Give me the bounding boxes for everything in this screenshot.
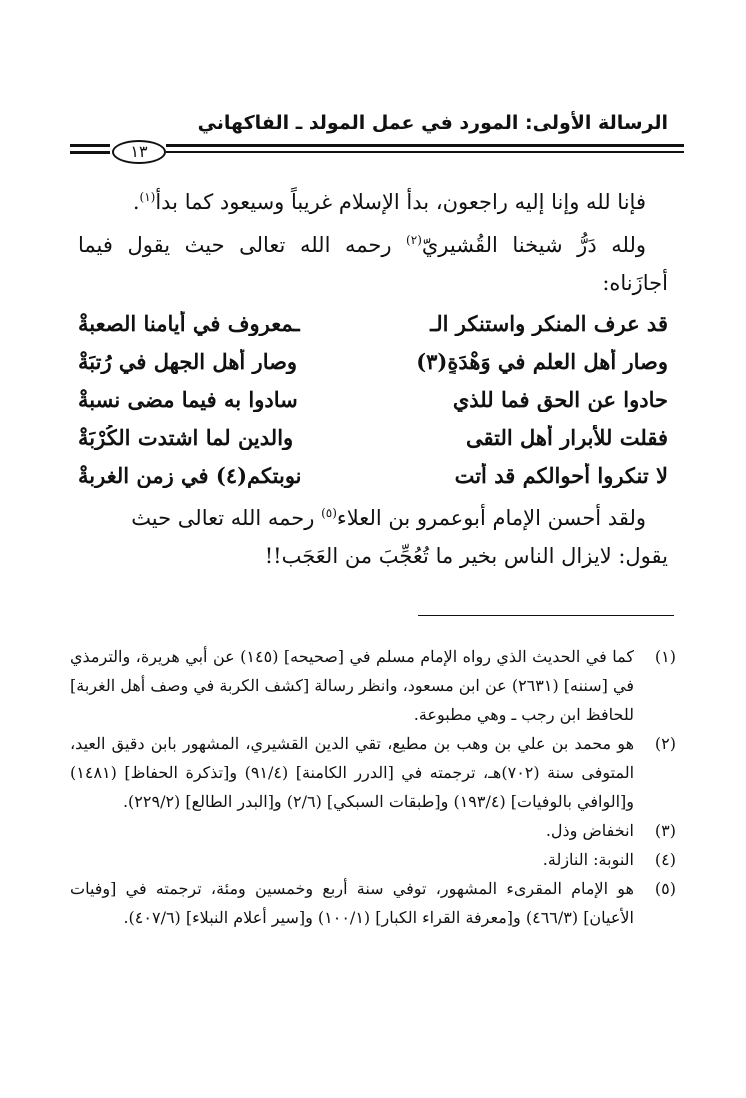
paragraph-1 xyxy=(78,178,668,221)
verse-second-hemistich: وصار أهل الجهل في رُتبَةْ xyxy=(78,348,298,374)
paragraph-3-text-b: رحمه الله تعالى حيث يقول: لايزال الناس بخير ما تُعُجِّبَ من العَجَب!! xyxy=(131,506,668,568)
rule-left-bottom xyxy=(70,151,110,154)
footnote-ref-2: (٢) xyxy=(406,233,422,247)
footnote-number: (٤) xyxy=(654,850,676,869)
verse xyxy=(78,304,668,342)
verse-first-hemistich: فقلت للأبرار أهل التقى xyxy=(465,424,668,450)
header-rule xyxy=(70,140,684,162)
footnote-number: (٥) xyxy=(654,879,676,898)
verse-first-hemistich: وصار أهل العلم في وَهْدَةٍ(٣) xyxy=(416,348,668,374)
footnote-ref-5: (٥) xyxy=(321,506,337,520)
verse xyxy=(78,418,668,456)
rule-right-bottom xyxy=(166,151,684,153)
main-text xyxy=(78,178,668,302)
verse-first-hemistich: قد عرف المنكر واستنكر الـ xyxy=(430,310,668,336)
paragraph-1-text: فإنا لله وإنا إليه راجعون، بدأ الإسلام غريباً وسيعود كما بدأ xyxy=(155,190,646,214)
verse-second-hemistich: والدين لما اشتدت الكُرْبَةْ xyxy=(78,424,294,450)
footnote-text: انخفاض وذل. xyxy=(545,821,634,840)
footnote xyxy=(70,729,676,816)
rule-right-top xyxy=(166,144,684,147)
footnote-text: هو محمد بن علي بن وهب بن مطيع، تقي الدين القشيري، المشهور بابن دقيق العيد، المتوفى سنة (٧٠٢)هـ، ترجمته في [الدرر الكامنة] (٩١/٤) و[تذكرة الحفاظ] (١٤٨١) و[الوافي بالوفيات] (١٩٣/٤) و[طبقات السبكي] (٢/٦) و[البدر الطالع] (٢٢٩/٢). xyxy=(70,734,635,811)
footnote-separator xyxy=(418,615,674,616)
verse-first-hemistich: حادوا عن الحق فما للذي xyxy=(452,386,668,412)
verse-first-hemistich: لا تنكروا أحوالكم قد أتت xyxy=(454,462,668,488)
footnotes xyxy=(70,642,676,932)
footnote-text: كما في الحديث الذي رواه الإمام مسلم في [صحيحه] (١٤٥) عن أبي هريرة، والترمذي في [سننه] (٢٦٣١) عن ابن مسعود، وانظر رسالة [كشف الكربة في وصف أهل الغربة] للحافظ ابن رجب ـ وهي مطبوعة. xyxy=(70,647,634,724)
paragraph-3-text-a: ولقد أحسن الإمام أبوعمرو بن العلاء xyxy=(336,506,646,530)
verse xyxy=(78,380,668,418)
page-number: ١٣ xyxy=(112,140,166,164)
footnote xyxy=(70,874,676,932)
footnote-number: (٢) xyxy=(654,734,676,753)
footnote-number: (١) xyxy=(654,647,676,666)
footnote xyxy=(70,642,676,729)
footnote xyxy=(70,816,676,845)
verse xyxy=(78,342,668,380)
rule-left-top xyxy=(70,144,110,147)
footnote-ref-1: (١) xyxy=(139,190,156,204)
verse-second-hemistich: نوبتكم(٤) في زمن الغربةْ xyxy=(78,462,302,488)
paragraph-2 xyxy=(78,221,668,302)
poem xyxy=(78,304,668,494)
footnote-text: النوبة: النازلة. xyxy=(542,850,634,869)
running-header: الرسالة الأولى: المورد في عمل المولد ـ الفاكهاني xyxy=(197,112,668,134)
paragraph-1-end: . xyxy=(132,190,140,214)
footnote-text: هو الإمام المقرىء المشهور، توفي سنة أربع وخمسين ومئة، ترجمته في [وفيات الأعيان] (٤٦٦/٣) و[معرفة القراء الكبار] (١٠٠/١) و[سير أعلام النبلاء] (٤٠٧/٦). xyxy=(70,879,634,927)
footnote-number: (٣) xyxy=(654,821,676,840)
paragraph-2-text-a: ولله دَرُّ شيخنا القُشيريّ xyxy=(421,233,646,257)
paragraph-3 xyxy=(78,494,668,575)
closing-text xyxy=(78,494,668,575)
verse xyxy=(78,456,668,494)
verse-second-hemistich: ـمعروف في أيامنا الصعبةْ xyxy=(78,310,300,336)
verse-second-hemistich: سادوا به فيما مضى نسبةْ xyxy=(78,386,298,412)
paragraph-2-text-b: رحمه الله تعالى حيث يقول فيما أجازَناه: xyxy=(78,233,668,295)
footnote xyxy=(70,845,676,874)
